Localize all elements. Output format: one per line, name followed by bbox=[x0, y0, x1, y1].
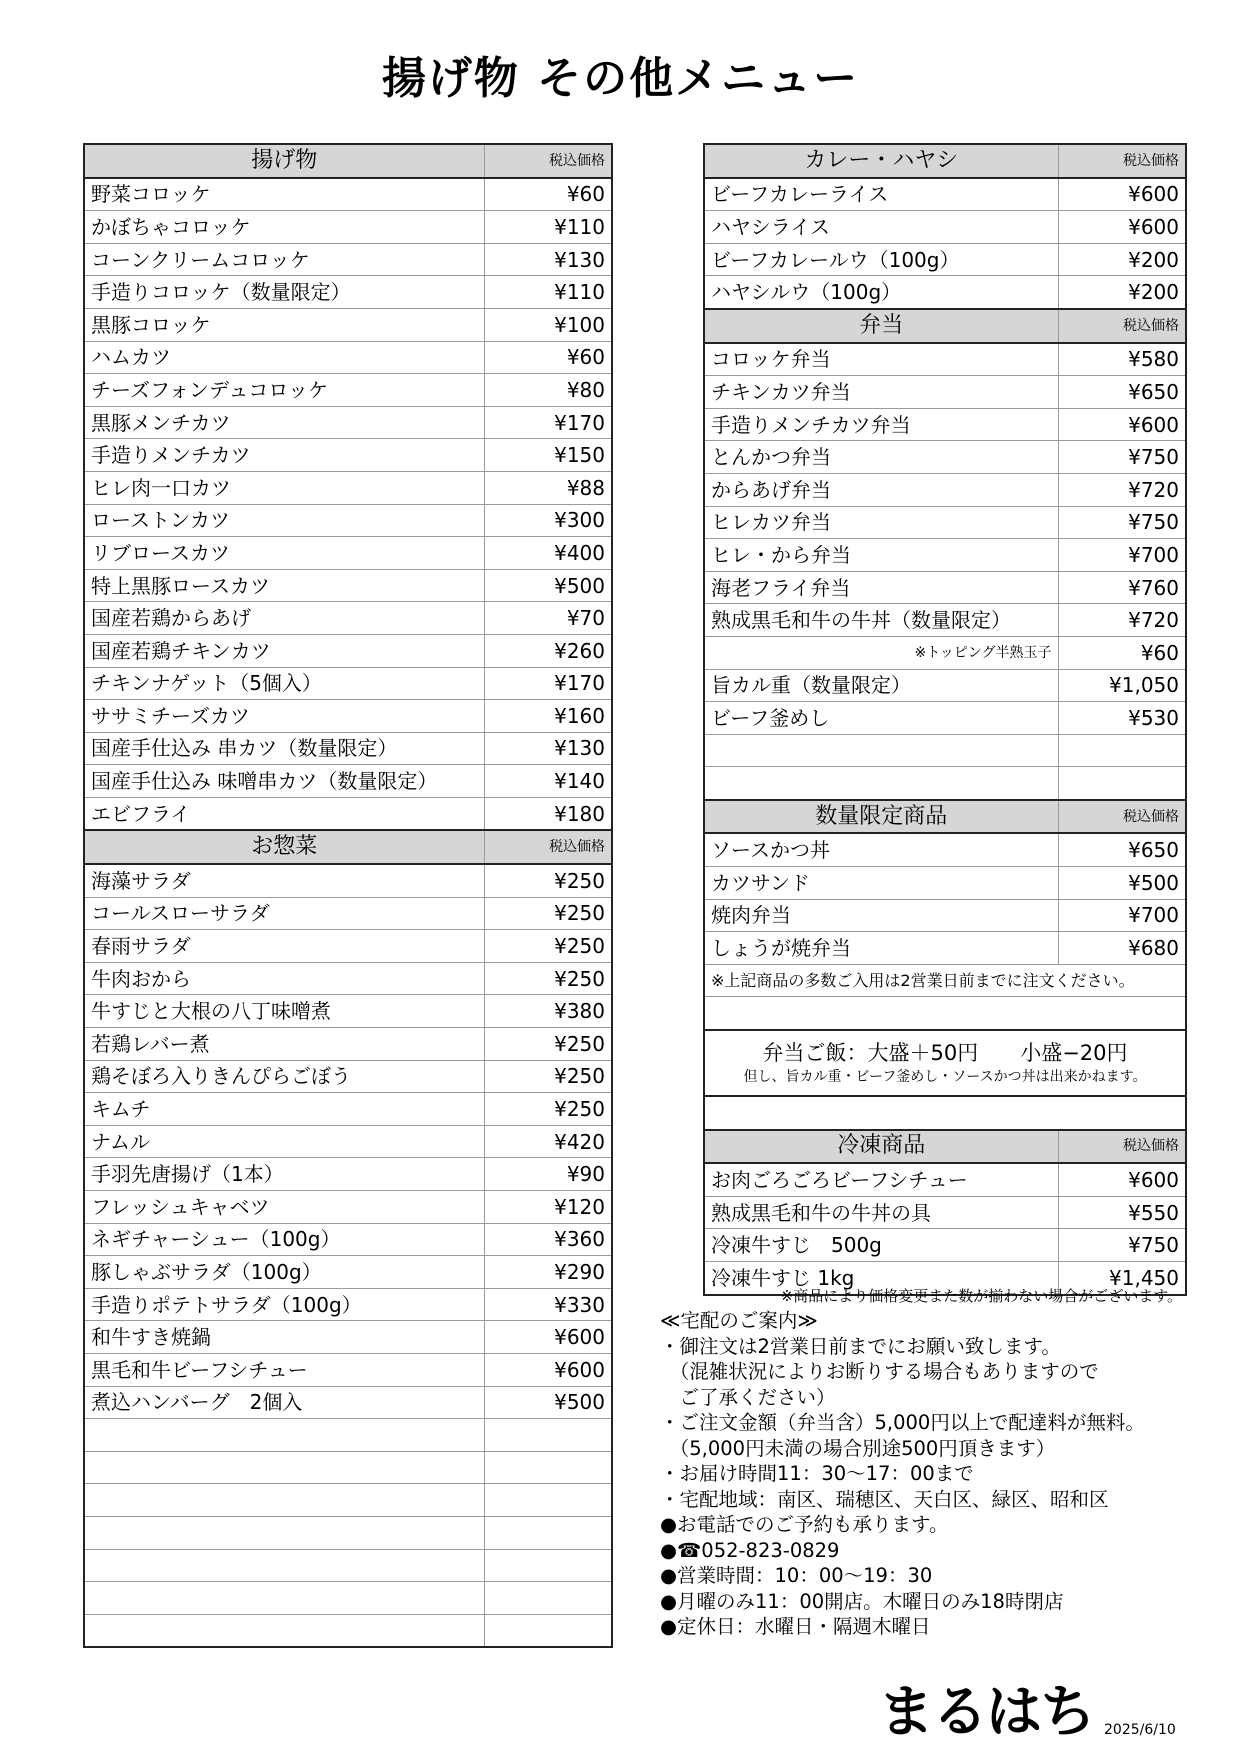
item-name: 手羽先唐揚げ（1本） bbox=[84, 1158, 484, 1191]
item-price: ¥110 bbox=[484, 276, 612, 309]
info-line: ●お電話でのご予約も承ります。 bbox=[660, 1513, 949, 1536]
item-price: ¥530 bbox=[1058, 702, 1186, 735]
section-header bbox=[84, 144, 612, 178]
item-name: ヒレ・から弁当 bbox=[704, 539, 1058, 572]
item-name: 海老フライ弁当 bbox=[704, 571, 1058, 604]
tax-label: 税込価格 bbox=[484, 830, 612, 864]
item-name: しょうが焼弁当 bbox=[704, 932, 1058, 965]
table-row bbox=[84, 1191, 612, 1224]
info-line: ご了承ください） bbox=[660, 1385, 836, 1409]
item-price: ¥500 bbox=[1058, 867, 1186, 900]
table-row bbox=[84, 1125, 612, 1158]
table-row bbox=[84, 1158, 612, 1191]
table-row bbox=[84, 1614, 612, 1647]
item-price: ¥160 bbox=[484, 700, 612, 733]
table-row bbox=[84, 1093, 612, 1126]
item-price: ¥140 bbox=[484, 765, 612, 798]
item-name: ビーフ釜めし bbox=[704, 702, 1058, 735]
item-price: ¥130 bbox=[484, 732, 612, 765]
item-price: ¥250 bbox=[484, 1093, 612, 1126]
item-name: 黒豚メンチカツ bbox=[84, 406, 484, 439]
spacer-row bbox=[704, 997, 1186, 1030]
rice-exception-note: 但し、旨カル重・ビーフ釜めし・ソースかつ丼は出来かねます。 bbox=[743, 1068, 1147, 1085]
item-price: ¥88 bbox=[484, 471, 612, 504]
tax-label: 税込価格 bbox=[1058, 309, 1186, 343]
item-name: ネギチャーシュー（100g） bbox=[84, 1223, 484, 1256]
tax-label: 税込価格 bbox=[1058, 1130, 1186, 1164]
item-price: ¥250 bbox=[484, 1060, 612, 1093]
table-row bbox=[84, 1223, 612, 1256]
table-row bbox=[84, 1353, 612, 1386]
item-price: ¥750 bbox=[1058, 506, 1186, 539]
table-row bbox=[84, 537, 612, 570]
table-row bbox=[84, 1060, 612, 1093]
table-row bbox=[704, 1096, 1186, 1130]
table-row bbox=[704, 997, 1186, 1030]
table-row bbox=[84, 276, 612, 309]
frozen-section-title: 冷凍商品 bbox=[704, 1130, 1058, 1164]
item-price: ¥90 bbox=[484, 1158, 612, 1191]
item-name: コロッケ弁当 bbox=[704, 343, 1058, 376]
table-row bbox=[84, 1451, 612, 1484]
table-row bbox=[84, 930, 612, 963]
table-row bbox=[704, 473, 1186, 506]
curry-section-title: カレー・ハヤシ bbox=[704, 144, 1058, 178]
table-row bbox=[704, 702, 1186, 735]
table-row bbox=[704, 211, 1186, 244]
table-row bbox=[84, 732, 612, 765]
item-name bbox=[84, 1419, 484, 1452]
table-row bbox=[84, 211, 612, 244]
table-row bbox=[84, 178, 612, 211]
item-price: ¥600 bbox=[484, 1353, 612, 1386]
rice-size-note: 弁当ご飯：大盛＋50円 小盛−20円 bbox=[762, 1040, 1128, 1065]
item-price: ¥680 bbox=[1058, 932, 1186, 965]
table-row bbox=[84, 569, 612, 602]
item-name: チキンカツ弁当 bbox=[704, 376, 1058, 409]
item-name: ハヤシライス bbox=[704, 211, 1058, 244]
item-price: ¥700 bbox=[1058, 539, 1186, 572]
item-name: 海藻サラダ bbox=[84, 864, 484, 897]
table-row bbox=[704, 734, 1186, 767]
tax-label: 税込価格 bbox=[484, 144, 612, 178]
item-price: ¥600 bbox=[1058, 1163, 1186, 1196]
item-price: ¥250 bbox=[484, 930, 612, 963]
item-name: 国産手仕込み 串カツ（数量限定） bbox=[84, 732, 484, 765]
item-price: ¥170 bbox=[484, 667, 612, 700]
section-header bbox=[704, 144, 1186, 178]
table-row bbox=[84, 765, 612, 798]
bento-section-title: 弁当 bbox=[704, 309, 1058, 343]
item-price bbox=[484, 1582, 612, 1615]
item-price: ¥60 bbox=[484, 178, 612, 211]
info-line: ・宅配地域：南区、瑞穂区、天白区、緑区、昭和区 bbox=[660, 1487, 1109, 1511]
item-price: ¥600 bbox=[1058, 211, 1186, 244]
item-price: ¥750 bbox=[1058, 441, 1186, 474]
item-name: リブロースカツ bbox=[84, 537, 484, 570]
table-row bbox=[84, 1288, 612, 1321]
item-price: ¥600 bbox=[484, 1321, 612, 1354]
item-name: コーンクリームコロッケ bbox=[84, 243, 484, 276]
table-row bbox=[704, 899, 1186, 932]
item-name: 野菜コロッケ bbox=[84, 178, 484, 211]
table-row bbox=[704, 636, 1186, 669]
item-name: ソースかつ丼 bbox=[704, 833, 1058, 866]
table-row bbox=[84, 897, 612, 930]
item-name bbox=[84, 1614, 484, 1647]
table-row bbox=[84, 406, 612, 439]
table-row bbox=[84, 1386, 612, 1419]
item-price: ¥650 bbox=[1058, 376, 1186, 409]
table-row bbox=[704, 1229, 1186, 1262]
item-price: ¥1,050 bbox=[1058, 669, 1186, 702]
item-price: ¥250 bbox=[484, 962, 612, 995]
item-name: 鶏そぼろ入りきんぴらごぼう bbox=[84, 1060, 484, 1093]
item-name: 国産若鶏からあげ bbox=[84, 602, 484, 635]
item-price bbox=[484, 1516, 612, 1549]
item-price bbox=[484, 1484, 612, 1517]
table-row bbox=[84, 1419, 612, 1452]
item-price: ¥380 bbox=[484, 995, 612, 1028]
item-price: ¥60 bbox=[484, 341, 612, 374]
table-row bbox=[84, 995, 612, 1028]
item-name: とんかつ弁当 bbox=[704, 441, 1058, 474]
item-price: ¥720 bbox=[1058, 604, 1186, 637]
table-row bbox=[84, 374, 612, 407]
item-price: ¥420 bbox=[484, 1125, 612, 1158]
info-line: ●☎052-823-0829 bbox=[660, 1538, 840, 1562]
table-row bbox=[704, 243, 1186, 276]
table-row bbox=[704, 571, 1186, 604]
item-price bbox=[484, 1614, 612, 1647]
table-row bbox=[704, 408, 1186, 441]
item-name: チーズフォンデュコロッケ bbox=[84, 374, 484, 407]
item-name: 牛すじと大根の八丁味噌煮 bbox=[84, 995, 484, 1028]
item-name: ビーフカレーライス bbox=[704, 178, 1058, 211]
item-price: ¥130 bbox=[484, 243, 612, 276]
table-row bbox=[704, 376, 1186, 409]
item-price: ¥250 bbox=[484, 864, 612, 897]
item-price: ¥1,450 bbox=[1058, 1262, 1186, 1295]
item-price: ¥290 bbox=[484, 1256, 612, 1289]
item-name: コールスローサラダ bbox=[84, 897, 484, 930]
info-line: （5,000円未満の場合別途500円頂きます） bbox=[660, 1436, 1056, 1460]
item-name: チキンナゲット（5個入） bbox=[84, 667, 484, 700]
table-row bbox=[84, 864, 612, 897]
table-row bbox=[704, 539, 1186, 572]
item-name: かぼちゃコロッケ bbox=[84, 211, 484, 244]
item-price: ¥500 bbox=[484, 1386, 612, 1419]
table-row bbox=[704, 964, 1186, 997]
info-line: ≪宅配のご案内≫ bbox=[660, 1309, 818, 1332]
table-row bbox=[84, 1484, 612, 1517]
item-name: カツサンド bbox=[704, 867, 1058, 900]
item-name bbox=[84, 1516, 484, 1549]
item-price: ¥150 bbox=[484, 439, 612, 472]
item-price bbox=[1058, 734, 1186, 767]
item-name: 熟成黒毛和牛の牛丼（数量限定） bbox=[704, 604, 1058, 637]
item-name: 黒毛和牛ビーフシチュー bbox=[84, 1353, 484, 1386]
table-row bbox=[84, 504, 612, 537]
item-name: ナムル bbox=[84, 1125, 484, 1158]
item-price: ¥110 bbox=[484, 211, 612, 244]
item-price: ¥120 bbox=[484, 1191, 612, 1224]
info-line: （混雑状況によりお断りする場合もありますので bbox=[660, 1360, 1099, 1383]
item-price: ¥550 bbox=[1058, 1196, 1186, 1229]
item-price bbox=[1058, 767, 1186, 800]
table-row bbox=[704, 441, 1186, 474]
shop-logo: まるはち bbox=[878, 1679, 1094, 1745]
right-menu-table bbox=[703, 143, 1187, 1296]
item-name: ハムカツ bbox=[84, 341, 484, 374]
table-row bbox=[84, 439, 612, 472]
item-name: 春雨サラダ bbox=[84, 930, 484, 963]
table-row bbox=[84, 1321, 612, 1354]
item-name: 旨カル重（数量限定） bbox=[704, 669, 1058, 702]
item-name bbox=[84, 1484, 484, 1517]
table-row bbox=[84, 962, 612, 995]
info-line: ●月曜のみ11：00開店。木曜日のみ18時閉店 bbox=[660, 1589, 1064, 1613]
spacer-row bbox=[704, 1096, 1186, 1130]
item-price: ¥100 bbox=[484, 308, 612, 341]
fry-section-title: 揚げ物 bbox=[84, 144, 484, 178]
item-price: ¥500 bbox=[484, 569, 612, 602]
item-price: ¥300 bbox=[484, 504, 612, 537]
tax-label: 税込価格 bbox=[1058, 144, 1186, 178]
item-name: キムチ bbox=[84, 1093, 484, 1126]
item-name: 牛肉おから bbox=[84, 962, 484, 995]
table-row bbox=[84, 1256, 612, 1289]
table-row bbox=[84, 667, 612, 700]
table-row bbox=[704, 506, 1186, 539]
table-row bbox=[704, 343, 1186, 376]
info-line: ●定休日：水曜日・隔週木曜日 bbox=[660, 1615, 931, 1638]
item-name: ヒレ肉一口カツ bbox=[84, 471, 484, 504]
item-price: ¥70 bbox=[484, 602, 612, 635]
item-name: 冷凍牛すじ 1kg bbox=[704, 1262, 1058, 1295]
item-price: ¥600 bbox=[1058, 178, 1186, 211]
item-price: ¥700 bbox=[1058, 899, 1186, 932]
tax-label: 税込価格 bbox=[1058, 800, 1186, 834]
table-row bbox=[84, 797, 612, 830]
item-price bbox=[484, 1451, 612, 1484]
item-name: 熟成黒毛和牛の牛丼の具 bbox=[704, 1196, 1058, 1229]
table-row bbox=[704, 1196, 1186, 1229]
table-row bbox=[704, 1163, 1186, 1196]
item-name: 国産手仕込み 味噌串カツ（数量限定） bbox=[84, 765, 484, 798]
table-row bbox=[84, 602, 612, 635]
item-name: ヒレカツ弁当 bbox=[704, 506, 1058, 539]
table-row bbox=[84, 1582, 612, 1615]
item-name: ハヤシルウ（100g） bbox=[704, 276, 1058, 309]
item-price: ¥720 bbox=[1058, 473, 1186, 506]
item-price: ¥600 bbox=[1058, 408, 1186, 441]
item-name: フレッシュキャベツ bbox=[84, 1191, 484, 1224]
table-row bbox=[84, 634, 612, 667]
item-name: ビーフカレールウ（100g） bbox=[704, 243, 1058, 276]
item-price: ¥580 bbox=[1058, 343, 1186, 376]
item-name bbox=[84, 1582, 484, 1615]
item-name: からあげ弁当 bbox=[704, 473, 1058, 506]
item-price: ¥760 bbox=[1058, 571, 1186, 604]
table-row bbox=[704, 932, 1186, 965]
item-name: 手造りメンチカツ bbox=[84, 439, 484, 472]
section-header bbox=[84, 830, 612, 864]
item-name: ササミチーズカツ bbox=[84, 700, 484, 733]
item-name: 煮込ハンバーグ 2個入 bbox=[84, 1386, 484, 1419]
item-price: ¥260 bbox=[484, 634, 612, 667]
section-header bbox=[704, 309, 1186, 343]
item-name: 手造りポテトサラダ（100g） bbox=[84, 1288, 484, 1321]
table-row bbox=[84, 1028, 612, 1061]
item-name: 豚しゃぶサラダ（100g） bbox=[84, 1256, 484, 1289]
item-name: 冷凍牛すじ 500g bbox=[704, 1229, 1058, 1262]
table-row bbox=[84, 1549, 612, 1582]
item-name: 手造りメンチカツ弁当 bbox=[704, 408, 1058, 441]
table-row bbox=[84, 700, 612, 733]
item-name: 特上黒豚ロースカツ bbox=[84, 569, 484, 602]
delivery-info bbox=[660, 1308, 1220, 1640]
side-section-title: お惣菜 bbox=[84, 830, 484, 864]
item-name: お肉ごろごろビーフシチュー bbox=[704, 1163, 1058, 1196]
info-line: ・お届け時間11：30〜17：00まで bbox=[660, 1462, 974, 1485]
item-name bbox=[84, 1451, 484, 1484]
item-name: 若鶏レバー煮 bbox=[84, 1028, 484, 1061]
item-price: ¥250 bbox=[484, 1028, 612, 1061]
limited-note: ※上記商品の多数ご入用は2営業日前までに注文ください。 bbox=[704, 964, 1186, 997]
left-menu-table bbox=[83, 143, 613, 1648]
item-name: 焼肉弁当 bbox=[704, 899, 1058, 932]
item-name bbox=[84, 1549, 484, 1582]
item-price: ¥400 bbox=[484, 537, 612, 570]
item-price: ¥650 bbox=[1058, 833, 1186, 866]
item-price bbox=[484, 1419, 612, 1452]
table-row bbox=[704, 669, 1186, 702]
table-row bbox=[704, 276, 1186, 309]
rice-box bbox=[704, 1030, 1186, 1096]
info-line: ・御注文は2営業日前までにお願い致します。 bbox=[660, 1334, 1061, 1358]
item-name: 国産若鶏チキンカツ bbox=[84, 634, 484, 667]
table-row bbox=[84, 308, 612, 341]
info-line: ●営業時間：10：00〜19：30 bbox=[660, 1564, 933, 1587]
issue-date: 2025/6/10 bbox=[1104, 1722, 1176, 1738]
section-header bbox=[704, 1130, 1186, 1164]
item-name: 黒豚コロッケ bbox=[84, 308, 484, 341]
table-row bbox=[84, 341, 612, 374]
price-change-note: ※商品により価格変更また数が揃わない場合がございます。 bbox=[780, 1287, 1182, 1305]
table-row bbox=[704, 604, 1186, 637]
item-name: エビフライ bbox=[84, 797, 484, 830]
item-name: 和牛すき焼鍋 bbox=[84, 1321, 484, 1354]
table-row bbox=[84, 471, 612, 504]
item-name: ローストンカツ bbox=[84, 504, 484, 537]
page-title: 揚げ物 その他メニュー bbox=[381, 53, 860, 104]
item-price: ¥750 bbox=[1058, 1229, 1186, 1262]
info-line: ・ご注文金額（弁当含）5,000円以上で配達料が無料。 bbox=[660, 1411, 1145, 1434]
limited-section-title: 数量限定商品 bbox=[704, 800, 1058, 834]
table-row bbox=[704, 833, 1186, 866]
table-row bbox=[704, 178, 1186, 211]
table-row bbox=[84, 1516, 612, 1549]
item-price: ¥180 bbox=[484, 797, 612, 830]
table-row bbox=[704, 1030, 1186, 1096]
item-price: ¥200 bbox=[1058, 276, 1186, 309]
item-price: ¥170 bbox=[484, 406, 612, 439]
table-row bbox=[704, 767, 1186, 800]
item-name bbox=[704, 734, 1058, 767]
section-header bbox=[704, 800, 1186, 834]
table-row bbox=[84, 243, 612, 276]
item-name: 手造りコロッケ（数量限定） bbox=[84, 276, 484, 309]
table-row bbox=[704, 867, 1186, 900]
item-price: ¥200 bbox=[1058, 243, 1186, 276]
item-price: ¥360 bbox=[484, 1223, 612, 1256]
item-price: ¥330 bbox=[484, 1288, 612, 1321]
topping-name: ※トッピング半熟玉子 bbox=[704, 636, 1058, 669]
item-name bbox=[704, 767, 1058, 800]
topping-price: ¥60 bbox=[1058, 636, 1186, 669]
item-price bbox=[484, 1549, 612, 1582]
item-price: ¥80 bbox=[484, 374, 612, 407]
item-price: ¥250 bbox=[484, 897, 612, 930]
